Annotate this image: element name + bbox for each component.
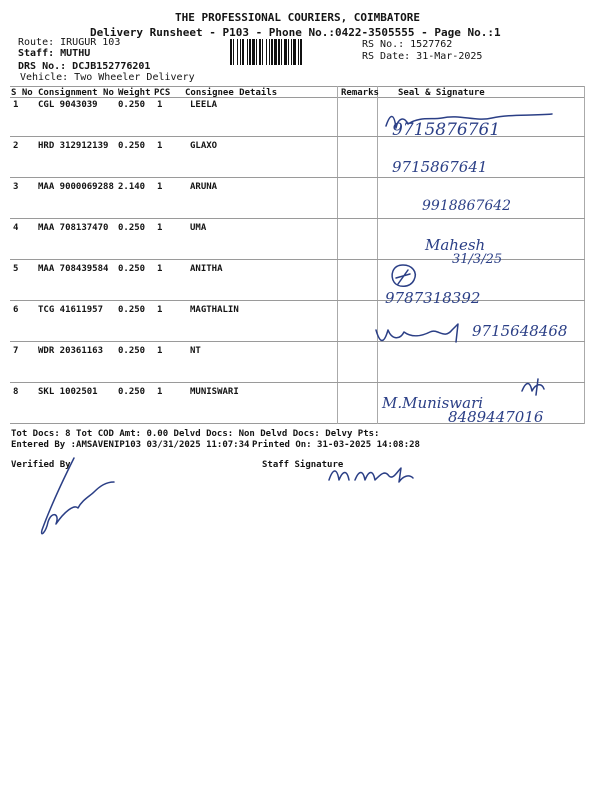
row-pcs: 1 <box>157 182 163 192</box>
handwritten-name-4: Mahesh <box>425 236 486 254</box>
row-weight: 0.250 <box>118 223 146 233</box>
row-weight: 0.250 <box>118 346 146 356</box>
rs-number: RS No.: 1527762 <box>362 39 453 50</box>
signature-scribble-5 <box>388 262 418 290</box>
table-top-rule <box>10 86 585 87</box>
staff-label: Staff: MUTHU <box>18 48 91 59</box>
handwritten-phone-3: 9918867642 <box>422 198 512 214</box>
row-consignment: WDR 20361163 <box>38 346 104 356</box>
row-rule <box>10 382 585 383</box>
row-pcs: 1 <box>157 264 163 274</box>
col-signature: Seal & Signature <box>398 88 485 98</box>
drs-number: DRS No.: DCJB152776201 <box>18 61 151 72</box>
row-pcs: 1 <box>157 141 163 151</box>
row-pcs: 1 <box>157 346 163 356</box>
row-consignee: MAGTHALIN <box>190 305 239 315</box>
signature-scribble-6 <box>372 320 472 346</box>
handwritten-phone-8: 8489447016 <box>448 408 544 426</box>
row-pcs: 1 <box>157 387 163 397</box>
col-weight: Weight <box>118 88 151 98</box>
printed-on: Printed On: 31-03-2025 14:08:28 <box>252 440 420 450</box>
verifier-signature <box>30 452 120 542</box>
row-rule <box>10 341 585 342</box>
row-weight: 0.250 <box>118 305 146 315</box>
vehicle-label: Vehicle: Two Wheeler Delivery <box>20 72 195 83</box>
row-consignment: MAA 708137470 <box>38 223 109 233</box>
staff-signature <box>325 462 415 486</box>
row-sno: 7 <box>13 346 19 356</box>
row-sno: 1 <box>13 100 19 110</box>
handwritten-date-4: 31/3/25 <box>452 252 503 267</box>
row-consignment: HRD 312912139 <box>38 141 109 151</box>
row-sno: 8 <box>13 387 19 397</box>
handwritten-name-8: M.Muniswari <box>382 394 484 412</box>
row-sno: 5 <box>13 264 19 274</box>
row-pcs: 1 <box>157 100 163 110</box>
col-remarks: Remarks <box>341 88 379 98</box>
row-consignee: GLAXO <box>190 141 218 151</box>
handwritten-phone-6: 9715648468 <box>472 322 568 340</box>
entered-by: Entered By :AMSAVENIP103 03/31/2025 11:07:34 <box>11 440 250 450</box>
col-sno: S No <box>11 88 33 98</box>
row-weight: 2.140 <box>118 182 146 192</box>
row-weight: 0.250 <box>118 100 146 110</box>
col-pcs: PCS <box>154 88 171 98</box>
row-consignment: MAA 708439584 <box>38 264 109 274</box>
handwritten-phone-5: 9787318392 <box>385 289 481 307</box>
totals-line: Tot Docs: 8 Tot COD Amt: 0.00 Delvd Docs: Non Delvd Docs: Delvy Pts: <box>11 429 380 439</box>
company-title: THE PROFESSIONAL COURIERS, COIMBATORE <box>175 11 421 24</box>
row-consignment: MAA 9000069288 <box>38 182 114 192</box>
row-consignee: MUNISWARI <box>190 387 239 397</box>
row-consignee: LEELA <box>190 100 218 110</box>
row-sno: 4 <box>13 223 19 233</box>
row-weight: 0.250 <box>118 387 146 397</box>
row-sno: 3 <box>13 182 19 192</box>
row-consignee: NT <box>190 346 201 356</box>
row-consignment: TCG 41611957 <box>38 305 104 315</box>
staff-signature-label: Staff Signature <box>262 460 344 470</box>
handwritten-phone-2: 9715867641 <box>392 158 488 176</box>
row-rule <box>10 177 585 178</box>
verified-by-label: Verified By <box>11 460 71 470</box>
row-weight: 0.250 <box>118 141 146 151</box>
row-consignee: ANITHA <box>190 264 223 274</box>
row-rule <box>10 300 585 301</box>
row-sno: 2 <box>13 141 19 151</box>
row-consignment: CGL 9043039 <box>38 100 98 110</box>
col-consignment: Consignment No <box>38 88 114 98</box>
row-pcs: 1 <box>157 305 163 315</box>
row-weight: 0.250 <box>118 264 146 274</box>
row-rule <box>10 218 585 219</box>
barcode <box>230 39 356 65</box>
route-label: Route: IRUGUR 103 <box>18 37 121 48</box>
row-pcs: 1 <box>157 223 163 233</box>
runsheet-title: Delivery Runsheet - P103 - Phone No.:0422-3505555 - Page No.:1 <box>90 26 501 39</box>
rs-date: RS Date: 31-Mar-2025 <box>362 51 483 62</box>
col-consignee: Consignee Details <box>185 88 278 98</box>
row-consignee: UMA <box>190 223 207 233</box>
handwritten-phone-1: 9715876761 <box>392 120 501 140</box>
row-sno: 6 <box>13 305 19 315</box>
row-consignee: ARUNA <box>190 182 218 192</box>
signature-scribble-7 <box>518 375 548 397</box>
row-consignment: SKL 1002501 <box>38 387 98 397</box>
